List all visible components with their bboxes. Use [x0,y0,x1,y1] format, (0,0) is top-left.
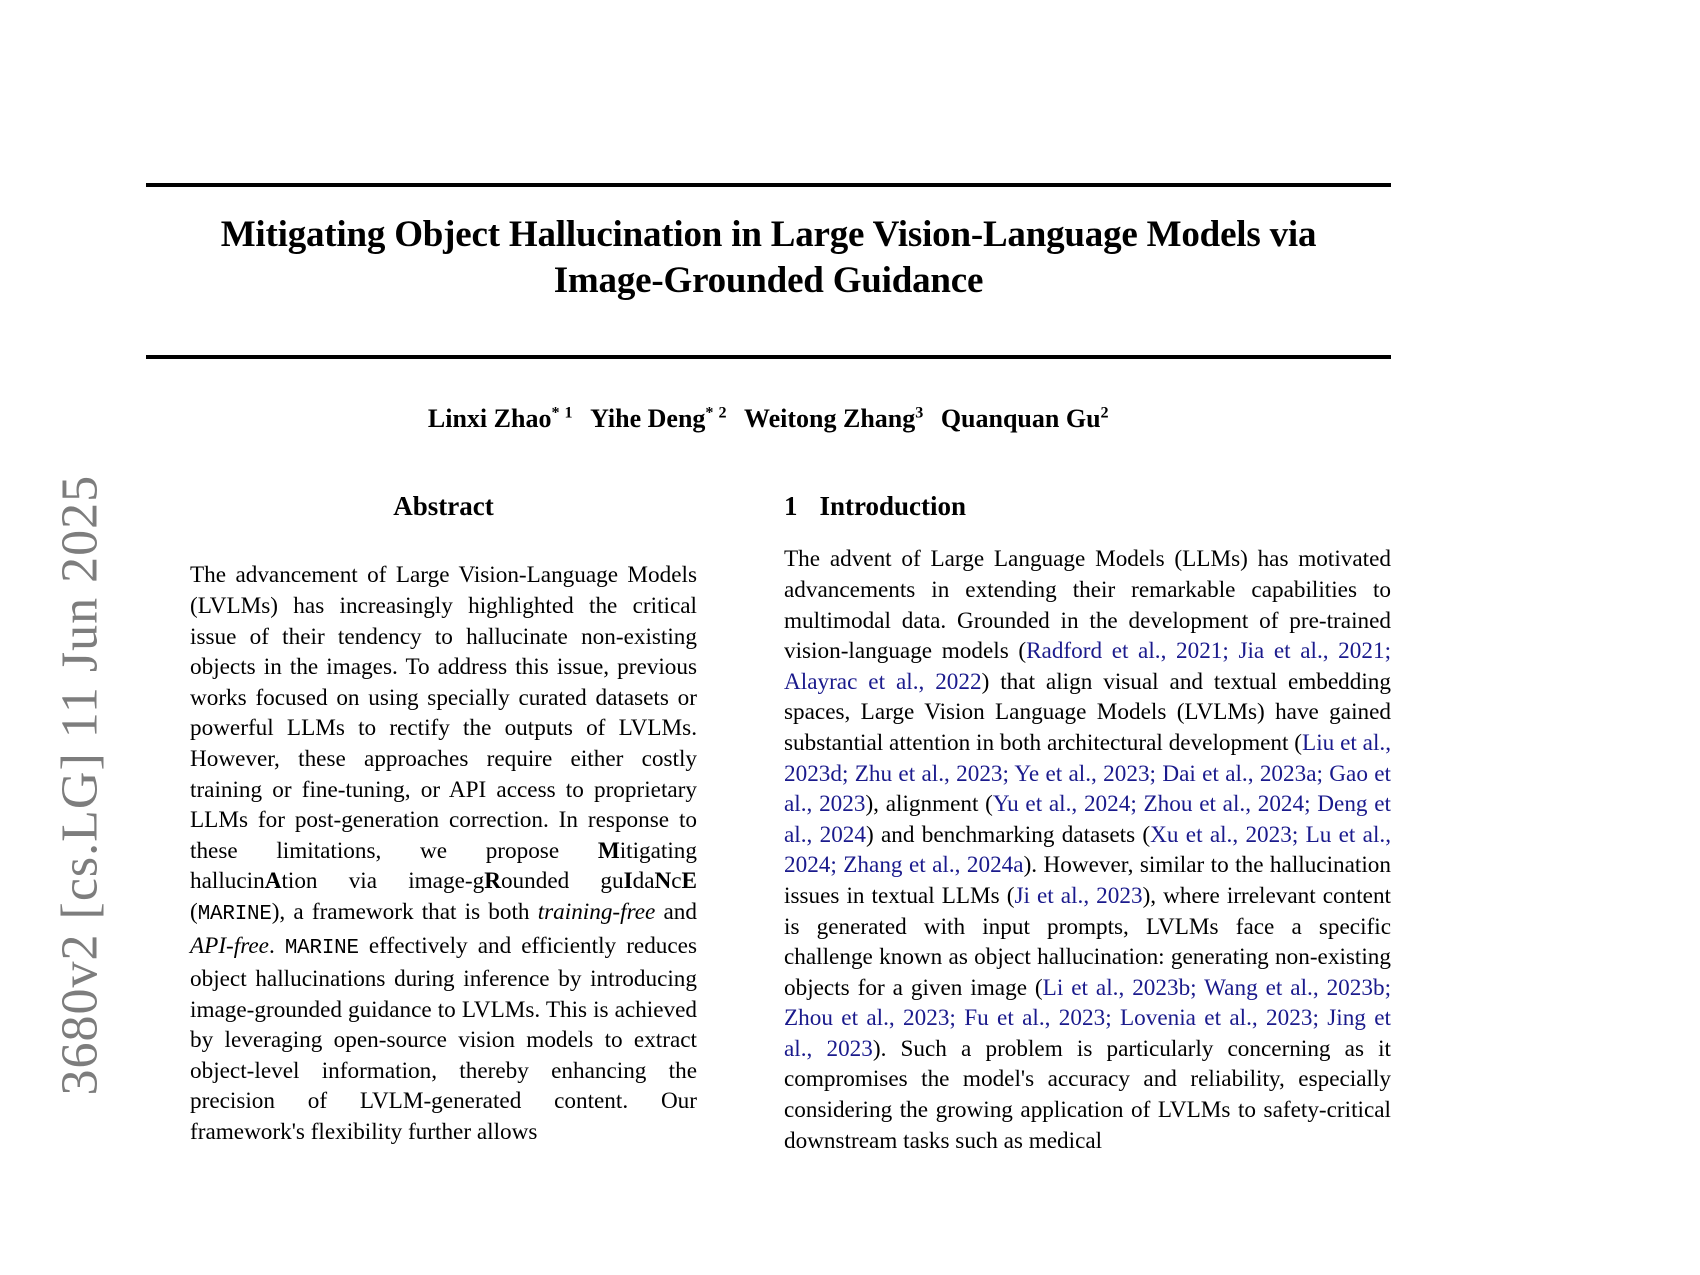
citation-radford-2021[interactable]: Radford et al., 2021 [1026,638,1223,665]
abstract-heading: Abstract [393,491,494,521]
citation-jing-2023[interactable]: Jing et al., 2023 [784,1005,1391,1062]
abstract-paragraph [190,560,697,1147]
citation-sep: ; [1384,974,1392,1001]
citation-zhou-2023[interactable]: Zhou et al., 2023 [784,1005,950,1032]
italic-api-free: API-free [190,932,269,959]
citation-fu-2023[interactable]: Fu et al., 2023 [964,1005,1106,1032]
marine-mono-1: MARINE [197,902,272,926]
author-2 [590,404,727,433]
abstract-seg-and: and [655,898,697,925]
title-rule-bottom [146,355,1391,359]
author-1-name: Linxi Zhao [427,404,552,433]
citation-sep: ; [1312,1005,1328,1032]
citation-sep: ; [1384,638,1392,665]
citation-sep: ; [1222,638,1239,665]
intro-text-4: ) that align visual and textual embedding spaces, Large Vision Language Models (LVLMs) have gained substantial attention in both architectural development ( [784,668,1391,756]
page-title [146,212,1391,305]
acronym-letter-a: A [264,868,282,895]
citation-jia-2021[interactable]: Jia et al., 2021 [1238,638,1385,665]
abstract-seg-2: effectively and efficiently reduces object hallucinations during inference by introducing image-grounded guidance to LVLMs. This is achieved by leveraging open-source vision models to extract object-level information, thereby enhancing the precision of LVLM-generated content. Our framework's flexibility further allows [190,932,698,1146]
citation-sep: ; [1291,821,1306,848]
citation-li-2023b[interactable]: Li et al., 2023b [1042,974,1191,1001]
acronym-text-c: c [671,868,682,895]
citation-ye-2023[interactable]: Ye et al., 2023 [1014,760,1150,787]
abstract-paren-open: ( [190,898,198,925]
acronym-letter-r: R [484,868,501,895]
intro-text-16: ), where irrelevant content is generated with input prompts, LVLMs face a specific challenge known as object hallucination: generating non-existing objects for a given image ( [784,882,1391,1001]
abstract-column [190,490,697,1148]
citation-lu-2024[interactable]: Lu et al., 2024 [784,821,1391,879]
citation-dai-2023a[interactable]: Dai et al., 2023a [1162,760,1317,787]
abstract-seg-1: The advancement of Large Vision-Language Models (LVLMs) has increasingly highlighted the critical issue of their tendency to hallucinate non-existing objects in the images. To address this issue, previous works focused on using specially curated datasets or powerful LLMs to rectify the outputs of LVLMs. However, these approaches require either costly training or fine-tuning, or API access to proprietary LLMs for post-generation correction. In response to these limitations, we propose [190,562,697,864]
citation-deng-2024[interactable]: Deng et al., 2024 [784,791,1391,848]
author-list [146,404,1391,434]
citation-sep: ; [1316,760,1330,787]
citation-sep: ; [1002,760,1015,787]
author-4-marks: 2 [1100,404,1110,422]
citation-sep: ; [830,852,844,879]
citation-sep: ; [1190,974,1205,1001]
acronym-letter-i: I [623,868,633,895]
introduction-paragraph [784,544,1391,1156]
author-2-marks: * 2 [705,404,728,422]
author-3-name: Weitong Zhang [744,404,916,433]
author-4 [941,404,1109,433]
intro-text-22: ). Such a problem is particularly concerning as it compromises the model's accuracy and reliability, especially considering the growing application of LVLMs to safety-critical downstream tasks such as medical [784,1035,1391,1154]
citation-liu-2023d[interactable]: Liu et al., 2023d [784,729,1391,787]
intro-text-9: ), alignment ( [865,791,993,818]
introduction-column [784,490,1391,1156]
abstract-paren-close: ), a framework that is both [271,898,538,925]
italic-training-free: training-free [537,898,656,925]
citation-gao-2023[interactable]: Gao et al., 2023 [784,760,1391,818]
citation-zhu-2023[interactable]: Zhu et al., 2023 [854,760,1003,787]
acronym-text-tion: tion via image-g [281,868,485,895]
acronym-letter-m: M [597,837,620,864]
citation-xu-2023[interactable]: Xu et al., 2023 [1150,821,1292,848]
intro-text-15: ). However, similar to the hallucination issues in textual LLMs ( [784,852,1391,909]
author-4-name: Quanquan Gu [940,404,1101,433]
citation-wang-2023b[interactable]: Wang et al., 2023b [1204,974,1385,1001]
citation-sep: ; [1105,1005,1120,1032]
citation-sep: ; [1130,791,1144,818]
acronym-letter-e: E [681,868,698,895]
citation-lovenia-2023[interactable]: Lovenia et al., 2023 [1119,1005,1313,1032]
arxiv-stamp-text: 3680v2 [cs.LG] 11 Jun 2025 [51,474,109,1096]
intro-text-12: ) and benchmarking datasets ( [866,821,1151,848]
citation-sep: ; [949,1005,965,1032]
abstract-seg-period: . [268,932,285,959]
citation-yu-2024[interactable]: Yu et al., 2024 [992,791,1131,818]
author-1-marks: * 1 [551,404,574,422]
citation-zhang-2024a[interactable]: Zhang et al., 2024a [843,852,1024,879]
title-line-1: Mitigating Object Hallucination in Large Vision-Language Models via [220,214,1317,255]
citation-alayrac-2022[interactable]: Alayrac et al., 2022 [784,668,982,695]
section-number: 1 [784,491,798,521]
title-rule-top [146,183,1391,187]
citation-zhou-2024[interactable]: Zhou et al., 2024 [1143,791,1305,818]
section-title: Introduction [819,491,967,521]
citation-sep: ; [1149,760,1163,787]
author-3-marks: 3 [915,404,924,422]
acronym-letter-n: N [654,868,672,895]
author-1 [428,404,573,433]
marine-mono-2: MARINE [284,936,359,960]
title-line-2: Image-Grounded Guidance [553,260,984,302]
citation-sep: ; [841,760,855,787]
citation-sep: ; [1304,791,1318,818]
acronym-text-itigating: itigating hallucin [190,837,697,895]
introduction-heading [784,490,1391,522]
citation-ji-2023[interactable]: Ji et al., 2023 [1014,882,1143,909]
author-3 [744,404,924,433]
intro-text-1: The advent of Large Language Models (LLMs) has motivated advancements in extending their remarkable capabilities to multimodal data. Grounded in the development of pre-trained vision-language models ( [784,546,1391,665]
acronym-text-ounded: ounded gu [500,868,624,895]
acronym-text-da: da [632,868,655,895]
author-2-name: Yihe Deng [590,404,706,433]
